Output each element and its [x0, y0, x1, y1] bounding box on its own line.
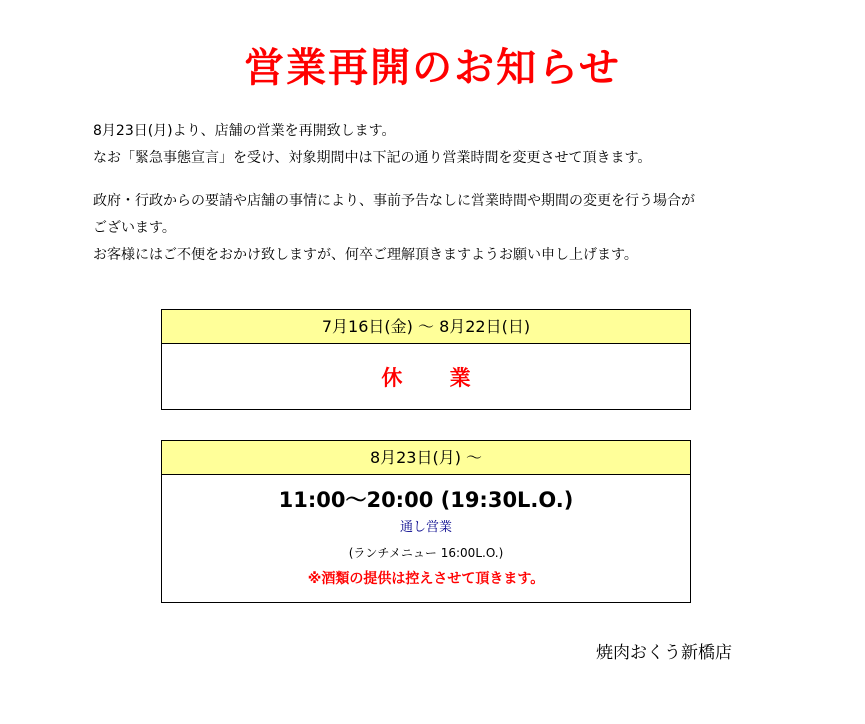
store-name: 焼肉おくう新橋店 [596, 643, 732, 663]
page-title: 営業再開のお知らせ [244, 45, 621, 91]
business-hours: 11:00～20:00 (19:30L.O.) [278, 488, 574, 512]
continuous-operation-label: 通し営業 [399, 520, 452, 535]
closure-period-header: 7月16日(金) ～ 8月22日(日) [162, 310, 690, 344]
reopen-period-box [161, 440, 691, 603]
alcohol-notice: ※酒類の提供は控えさせて頂きます。 [307, 571, 545, 587]
closure-period-box [161, 309, 691, 410]
notice-paragraph [93, 188, 813, 269]
lunch-menu-note: (ランチメニュー 16:00L.O.) [348, 546, 504, 560]
intro-line: なお「緊急事態宣言」を受け、対象期間中は下記の通り営業時間を変更させて頂きます。 [93, 150, 652, 166]
intro-paragraph [93, 118, 813, 172]
reopen-period-header: 8月23日(月) ～ [162, 441, 690, 475]
notice-line: お客様にはご不便をおかけ致しますが、何卒ご理解頂きますようお願い申し上げます。 [93, 247, 638, 263]
notice-line: ございます。 [93, 220, 176, 236]
notice-line: 政府・行政からの要請や店舗の事情により、事前予告なしに営業時間や期間の変更を行う場合が [93, 193, 695, 209]
intro-line: 8月23日(月)より、店舗の営業を再開致します。 [93, 123, 396, 139]
closure-status: 休 業 [381, 366, 491, 390]
